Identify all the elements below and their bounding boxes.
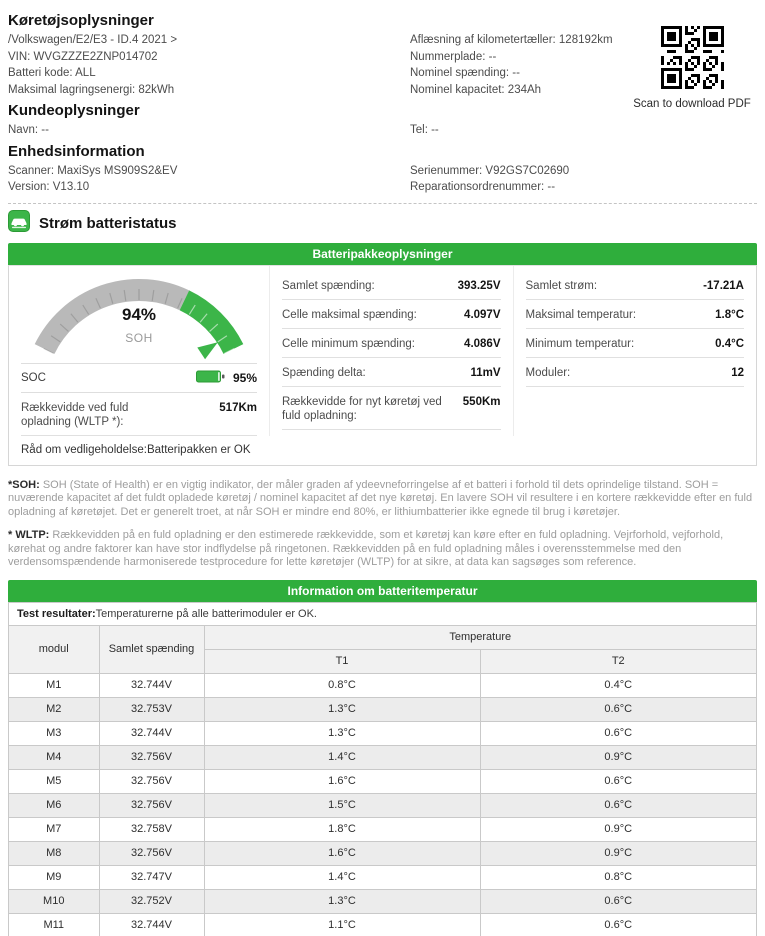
customer-info-title: Kundeoplysninger [8,102,140,119]
battery-code: Batteri kode: ALL [8,67,96,79]
t1-cell: 1.8°C [204,817,480,841]
col-header-temperature-group: Temperature [204,626,756,650]
current-temp-stats-column [513,266,757,436]
col-header-t2: T2 [480,649,756,673]
stat-row [526,271,745,300]
stat-label: Minimum temperatur: [525,337,635,350]
odometer-reading: Aflæsning af kilometertæller: 128192km [410,34,613,46]
soc-label: SOC [21,371,46,384]
voltage-cell: 32.747V [99,865,204,889]
t2-cell: 0.6°C [480,769,756,793]
t1-cell: 1.4°C [204,745,480,769]
stat-row [282,271,501,300]
t2-cell: 0.9°C [480,841,756,865]
module-cell: M3 [9,721,99,745]
t2-cell: 0.9°C [480,817,756,841]
soh-value: 94% [121,304,157,324]
module-cell: M11 [9,913,99,936]
soc-row [21,363,257,393]
stat-value: 550Km [462,395,501,408]
table-row [9,673,756,697]
test-result-prefix: Test resultater: [17,607,96,620]
vehicle-info-title: Køretøjsoplysninger [8,12,154,29]
wltp-footnote-prefix: * WLTP: [8,529,50,541]
customer-tel: Tel: -- [410,124,439,136]
col-header-module: modul [9,626,99,674]
voltage-cell: 32.744V [99,913,204,936]
table-row [9,745,756,769]
stat-label: Rækkevidde for nyt køretøj ved fuld opladning: [282,395,442,422]
nominal-voltage: Nominel spænding: -- [410,67,520,79]
t2-cell: 0.4°C [480,673,756,697]
software-version: Version: V13.10 [8,181,90,193]
temperature-panel-header: Information om batteritemperatur [8,580,757,602]
stat-label: Spænding delta: [282,366,366,379]
module-cell: M10 [9,889,99,913]
voltage-cell: 32.753V [99,697,204,721]
table-row [9,817,756,841]
voltage-cell: 32.756V [99,745,204,769]
t2-cell: 0.6°C [480,721,756,745]
soc-value: 95% [232,370,257,385]
voltage-cell: 32.756V [99,769,204,793]
wltp-footnote [8,529,757,570]
voltage-cell: 32.756V [99,841,204,865]
table-row [9,697,756,721]
stat-value: 4.097V [464,308,501,321]
voltage-cell: 32.752V [99,889,204,913]
wltp-footnote-text: Rækkevidden på en fuld opladning er den estimerede rækkevidde, som et køretøj kan køre efter en fuld opladning. Vejrforhold, vejforhold, kørehat og andre faktorer kan have stor indflydelse på ringetonen. Rækkevidden på en fuld opladning måles i overensstemmelse med den verdensomspændende harmoniserede testprocedure for lette køretøjer (WLTP) for at sikre, at data kan sagsøges som reference. [8,529,724,568]
soh-footnote-text: SOH (State of Health) er en vigtig indikator, der måler graden af ydeevneforringelse af et batteri i forhold til dets oprindelige tilstand. SOH = nuværende kapacitet af det fuldt opladede køretøj / nominel kapacitet af det nye køretøj. En lavere SOH vil resultere i en kortere rækkevidde efter en fuld opladning af køretøjet. Det er generelt troet, at når SOH er mindre end 80%, er lithiumbatterier ikke egnede til brug i køretøjer. [8,478,753,518]
battery-pack-card [8,265,757,466]
stat-value: -17.21A [703,279,744,292]
module-cell: M2 [9,697,99,721]
customer-name: Navn: -- [8,124,49,136]
t1-cell: 1.3°C [204,697,480,721]
voltage-stats-column [269,266,513,436]
qr-caption: Scan to download PDF [633,98,751,110]
soh-footnote [8,479,757,520]
stat-row [282,387,501,430]
soh-footnote-prefix: *SOH: [8,478,40,491]
maintenance-advice: Råd om vedligeholdelse:Batteripakken er OK [21,443,251,456]
qr-block [633,26,751,111]
test-result-text: Temperaturerne på alle batterimoduler er OK. [95,607,317,620]
vehicle-path: /Volkswagen/E2/E3 - ID.4 2021 > [8,34,178,46]
stat-value: 0.4°C [715,337,744,350]
stat-value: 1.8°C [715,308,744,321]
voltage-cell: 32.756V [99,793,204,817]
repair-order-number: Reparationsordrenummer: -- [410,181,556,193]
stat-row [526,329,745,358]
stat-value: 4.086V [464,337,501,350]
dashed-divider [8,203,757,204]
section-title: Strøm batteristatus [39,215,177,232]
device-info-title: Enhedsinformation [8,142,145,160]
voltage-cell: 32.744V [99,673,204,697]
module-cell: M9 [9,865,99,889]
module-cell: M7 [9,817,99,841]
scanner-model: Scanner: MaxiSys MS909S2&EV [8,164,178,177]
table-row [9,865,756,889]
stat-value: 517Km [219,401,257,414]
stat-label: Rækkevidde ved fuld opladning (WLTP *): [21,401,129,428]
soh-gauge [21,271,257,363]
table-header [9,626,756,674]
module-cell: M4 [9,745,99,769]
voltage-cell: 32.744V [99,721,204,745]
stat-row [526,300,745,329]
module-temperature-table [9,626,756,936]
t2-cell: 0.8°C [480,865,756,889]
test-result-line [9,603,756,626]
license-plate: Nummerplade: -- [410,50,497,63]
ev-car-icon [8,210,30,237]
stat-label: Samlet spænding: [282,279,375,292]
module-cell: M6 [9,793,99,817]
t1-cell: 1.3°C [204,889,480,913]
stat-label: Celle minimum spænding: [282,337,415,350]
col-header-voltage: Samlet spænding [99,626,204,674]
qr-code [661,26,724,89]
col-header-t1: T1 [204,649,480,673]
stat-label: Maksimal temperatur: [525,308,637,321]
stat-row [526,358,745,387]
t2-cell: 0.6°C [480,889,756,913]
serial-number: Serienummer: V92GS7C02690 [410,164,570,177]
stat-row [282,329,501,358]
t2-cell: 0.6°C [480,913,756,936]
t1-cell: 1.1°C [204,913,480,936]
stat-label: Samlet strøm: [525,279,598,292]
vin-value: VIN: WVGZZZE2ZNP014702 [8,50,158,63]
stat-value: 11mV [470,366,501,379]
stat-label: Moduler: [525,366,571,379]
table-row [9,793,756,817]
table-row [9,889,756,913]
battery-pack-panel-header: Batteripakkeoplysninger [8,243,757,265]
battery-level-icon [196,370,225,386]
footnotes [8,479,757,570]
nominal-capacity: Nominel kapacitet: 234Ah [410,83,542,96]
t2-cell: 0.6°C [480,793,756,817]
module-cell: M5 [9,769,99,793]
voltage-cell: 32.758V [99,817,204,841]
stat-row [282,300,501,329]
t2-cell: 0.9°C [480,745,756,769]
t1-cell: 1.6°C [204,841,480,865]
t1-cell: 1.3°C [204,721,480,745]
max-storage-energy: Maksimal lagringsenergi: 82kWh [8,83,175,96]
t1-cell: 0.8°C [204,673,480,697]
stat-label: Celle maksimal spænding: [282,308,417,321]
t1-cell: 1.6°C [204,769,480,793]
battery-status-section-header [8,211,757,237]
temperature-table-box [8,602,757,936]
stat-value: 393.25V [457,279,501,292]
soh-label: SOH [125,330,153,345]
report-header [8,8,757,196]
t1-cell: 1.5°C [204,793,480,817]
module-cell: M1 [9,673,99,697]
table-row [9,913,756,936]
t2-cell: 0.6°C [480,697,756,721]
table-row [9,721,756,745]
stat-value: 12 [731,366,744,379]
table-row [9,841,756,865]
gauge-column [9,266,269,436]
table-row [9,769,756,793]
stat-row [282,358,501,387]
module-cell: M8 [9,841,99,865]
stat-row [21,393,257,436]
t1-cell: 1.4°C [204,865,480,889]
